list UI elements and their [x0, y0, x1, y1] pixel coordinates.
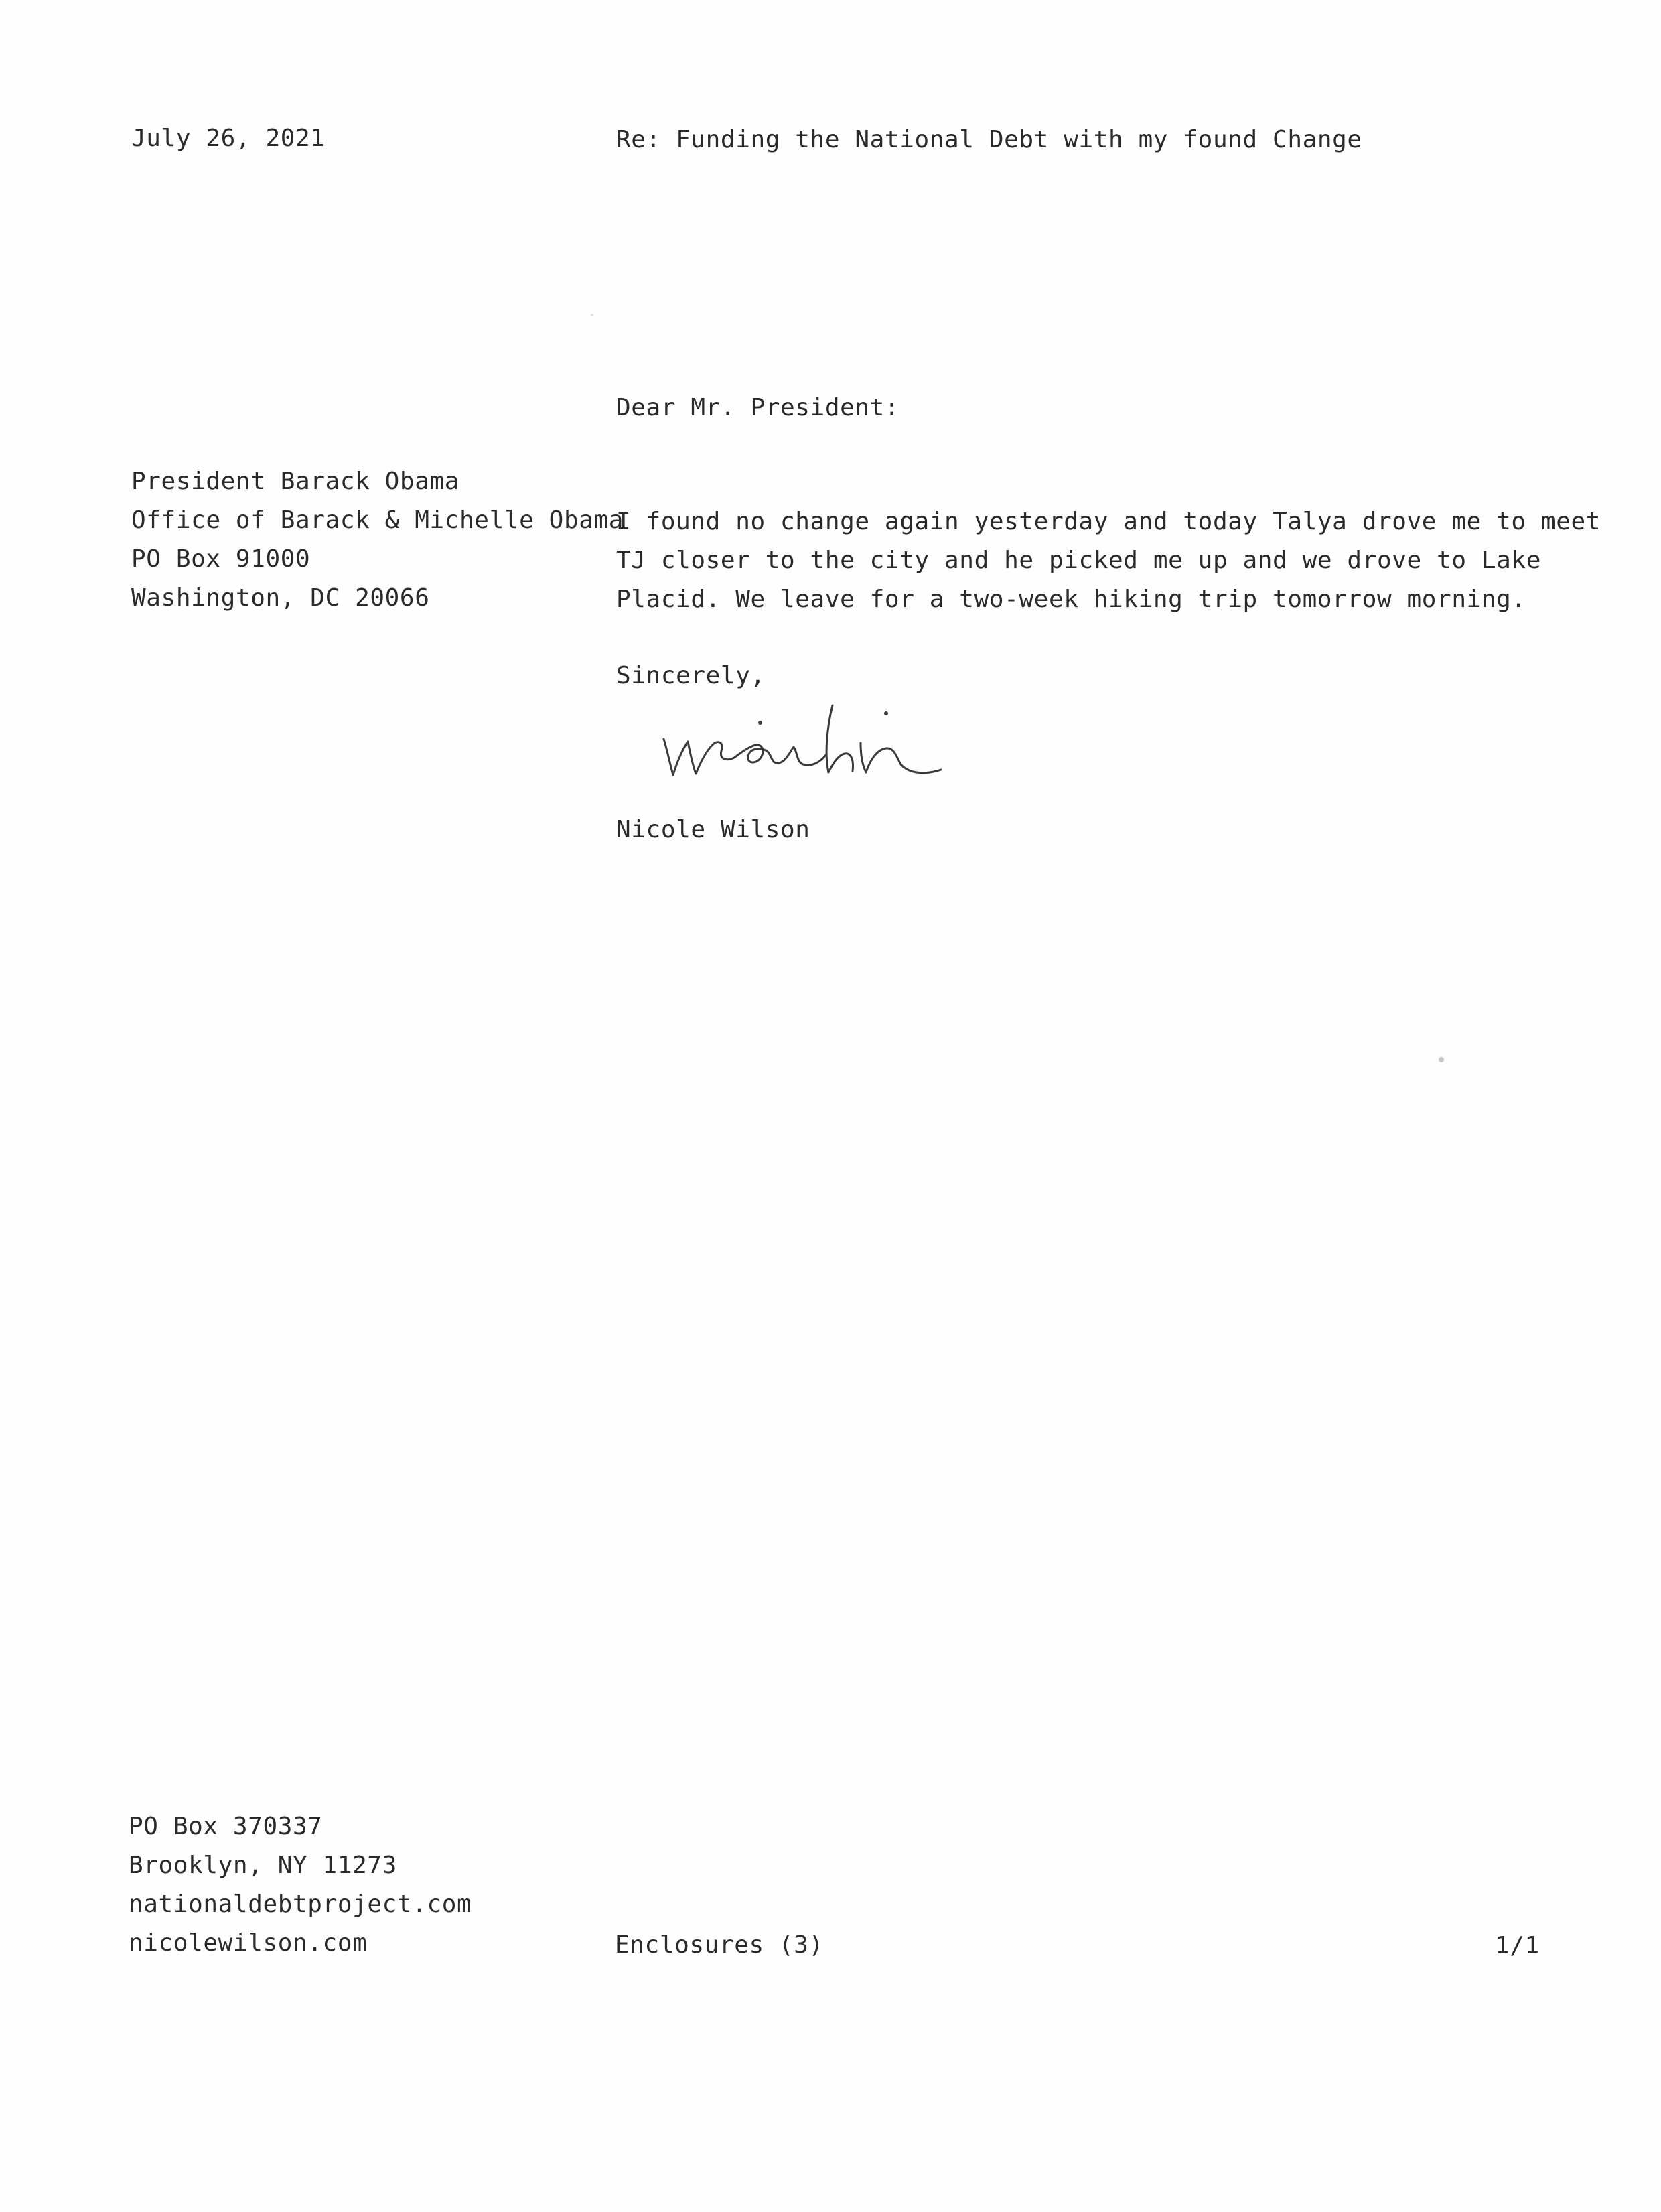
sender-line: nicolewilson.com [129, 1929, 368, 1957]
signer-name: Nicole Wilson [616, 816, 810, 843]
sender-line: nationaldebtproject.com [129, 1890, 472, 1918]
sender-line: PO Box 370337 [129, 1813, 323, 1840]
letter-date: July 26, 2021 [131, 125, 326, 152]
recipient-line: Office of Barack & Michelle Obama [131, 506, 624, 534]
page-number: 1/1 [1495, 1932, 1540, 1959]
enclosures-note: Enclosures (3) [615, 1931, 824, 1959]
body-line: I found no change again yesterday and today Talya drove me to meet [616, 508, 1601, 535]
recipient-line: PO Box 91000 [131, 545, 311, 573]
letter-subject: Re: Funding the National Debt with my found Change [616, 126, 1362, 153]
handwritten-signature [660, 700, 981, 787]
body-line: TJ closer to the city and he picked me up and we drove to Lake [616, 547, 1541, 574]
paper-speck [1439, 1057, 1444, 1062]
sender-line: Brooklyn, NY 11273 [129, 1852, 397, 1879]
paper-speck [591, 314, 593, 316]
closing: Sincerely, [616, 662, 766, 689]
recipient-line: President Barack Obama [131, 468, 460, 495]
salutation: Dear Mr. President: [616, 394, 900, 421]
recipient-address [131, 462, 624, 618]
sender-address [129, 1807, 472, 1963]
body-line: Placid. We leave for a two-week hiking trip tomorrow morning. [616, 585, 1526, 613]
recipient-line: Washington, DC 20066 [131, 584, 430, 612]
letter-body [616, 502, 1601, 619]
